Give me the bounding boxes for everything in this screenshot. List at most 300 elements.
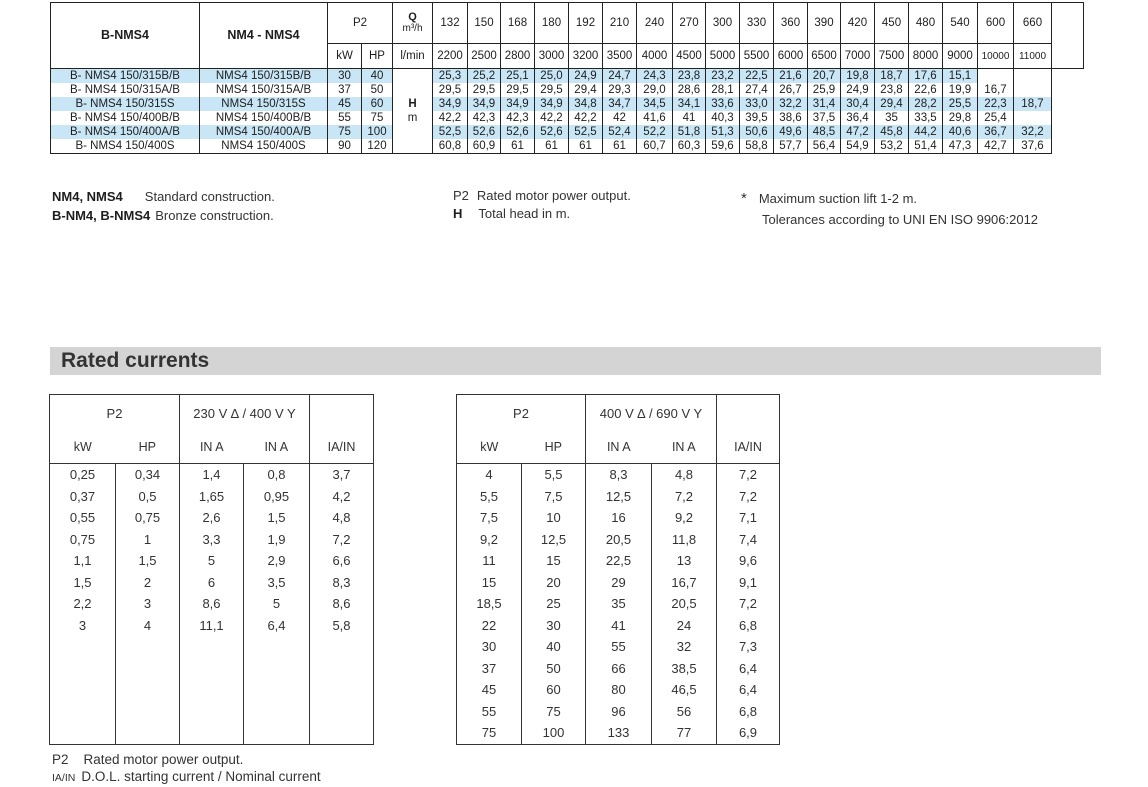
- current-row: [457, 615, 780, 637]
- head-value: 24,9: [841, 83, 875, 97]
- ratio-value: 3,7: [310, 464, 374, 486]
- flow-lmin-9: 5500: [740, 44, 774, 69]
- in-a-value-2: 56: [652, 701, 717, 723]
- model-cell: NMS4 150/315S: [200, 97, 328, 111]
- in-a-value-2: 2,9: [244, 550, 310, 572]
- head-value: 34,8: [569, 97, 603, 111]
- kw-value: 0,75: [50, 529, 116, 551]
- in-a-value-1: 2,6: [180, 507, 244, 529]
- rated-currents-title: Rated currents: [61, 349, 210, 372]
- hp-value: 0,5: [116, 486, 180, 508]
- ratio-value: 7,1: [717, 507, 780, 529]
- head-value: 25,3: [433, 69, 468, 84]
- in-a-value-1: 80: [586, 679, 652, 701]
- in-a-header-2: IN A: [244, 433, 310, 464]
- flow-m3h-12: 420: [841, 3, 875, 44]
- ratio-header: IA/IN: [717, 433, 780, 464]
- ratio-value: [310, 679, 374, 701]
- head-value: 22,5: [740, 69, 774, 84]
- flow-m3h-0: 132: [433, 3, 468, 44]
- head-value: 48,5: [808, 125, 841, 139]
- ratio-value: 8,3: [310, 572, 374, 594]
- head-value: 41,6: [637, 111, 673, 125]
- kw-value: 7,5: [457, 507, 522, 529]
- head-value: 52,5: [433, 125, 468, 139]
- head-value: 33,5: [909, 111, 943, 125]
- trailing-blank-column: [1052, 3, 1084, 69]
- current-row: [457, 507, 780, 529]
- head-value: 15,1: [943, 69, 978, 84]
- in-a-value-2: 3,5: [244, 572, 310, 594]
- flow-lmin-2: 2800: [501, 44, 535, 69]
- kw-cell: 45: [328, 97, 362, 111]
- current-row: [50, 636, 374, 658]
- in-a-value-2: 0,95: [244, 486, 310, 508]
- in-a-header-2: IN A: [652, 433, 717, 464]
- head-value: 40,6: [943, 125, 978, 139]
- kw-value: 37: [457, 658, 522, 680]
- in-a-header-1: IN A: [586, 433, 652, 464]
- current-row: [457, 572, 780, 594]
- kw-value: 55: [457, 701, 522, 723]
- head-value: 35: [875, 111, 909, 125]
- kw-value: [50, 679, 116, 701]
- head-value: 34,9: [433, 97, 468, 111]
- head-value: 31,4: [808, 97, 841, 111]
- ratio-value: 4,8: [310, 507, 374, 529]
- p2-key: P2: [453, 188, 469, 203]
- flow-lmin-17: 11000: [1014, 44, 1052, 69]
- kw-header: kW: [50, 433, 116, 464]
- hp-cell: 50: [362, 83, 393, 97]
- current-row: [50, 507, 374, 529]
- p2-header: P2: [328, 3, 393, 44]
- performance-row: [51, 83, 1084, 97]
- in-a-value-1: 1,4: [180, 464, 244, 486]
- ratio-value: 9,6: [717, 550, 780, 572]
- head-value: 19,8: [841, 69, 875, 84]
- kw-value: 22: [457, 615, 522, 637]
- lmin-header: l/min: [393, 44, 433, 69]
- flow-m3h-11: 390: [808, 3, 841, 44]
- performance-row: [51, 111, 1084, 125]
- current-row: [457, 593, 780, 615]
- flow-lmin-4: 3200: [569, 44, 603, 69]
- head-value: 52,6: [535, 125, 569, 139]
- hp-value: 100: [522, 722, 586, 744]
- p2-header: [457, 395, 586, 434]
- head-value: 30,4: [841, 97, 875, 111]
- head-value: 33,0: [740, 97, 774, 111]
- hp-value: 12,5: [522, 529, 586, 551]
- head-value: 29,4: [875, 97, 909, 111]
- ratio-value: 6,9: [717, 722, 780, 744]
- in-a-value-1: 133: [586, 722, 652, 744]
- head-value: 52,6: [501, 125, 535, 139]
- ratio-value: 6,8: [717, 615, 780, 637]
- in-a-value-2: 46,5: [652, 679, 717, 701]
- flow-m3h-7: 270: [673, 3, 706, 44]
- head-value: 34,9: [535, 97, 569, 111]
- ratio-value: [310, 636, 374, 658]
- flow-m3h-8: 300: [706, 3, 740, 44]
- model-cell: NMS4 150/400S: [200, 139, 328, 154]
- ratio-value: 6,4: [717, 658, 780, 680]
- kw-value: 5,5: [457, 486, 522, 508]
- current-row: [457, 550, 780, 572]
- hp-cell: 75: [362, 111, 393, 125]
- kw-cell: 37: [328, 83, 362, 97]
- head-value: 29,8: [943, 111, 978, 125]
- head-value: 40,3: [706, 111, 740, 125]
- hp-value: 25: [522, 593, 586, 615]
- hp-header: HP: [522, 433, 586, 464]
- in-a-value-2: 6,4: [244, 615, 310, 637]
- head-value: 23,2: [706, 69, 740, 84]
- head-value: 42,2: [569, 111, 603, 125]
- ratio-value: 7,2: [717, 464, 780, 486]
- head-value: 34,1: [673, 97, 706, 111]
- flow-lmin-10: 6000: [774, 44, 808, 69]
- head-value: 29,5: [535, 83, 569, 97]
- head-value: 25,2: [468, 69, 501, 84]
- in-a-value-2: 16,7: [652, 572, 717, 594]
- h-text: Total head in m.: [478, 206, 571, 221]
- in-a-value-2: 38,5: [652, 658, 717, 680]
- in-a-value-1: [180, 722, 244, 744]
- in-a-value-1: 8,6: [180, 593, 244, 615]
- kw-value: [50, 658, 116, 680]
- hp-cell: 120: [362, 139, 393, 154]
- head-value: 47,2: [841, 125, 875, 139]
- current-row: [457, 486, 780, 508]
- hp-value: 20: [522, 572, 586, 594]
- flow-m3h-2: 168: [501, 3, 535, 44]
- hp-value: 7,5: [522, 486, 586, 508]
- head-value: 32,2: [1014, 125, 1052, 139]
- flow-m3h-13: 450: [875, 3, 909, 44]
- head-value: 37,5: [808, 111, 841, 125]
- hp-value: [116, 722, 180, 744]
- suction-text: Maximum suction lift 1-2 m.: [758, 191, 918, 206]
- hp-value: 0,34: [116, 464, 180, 486]
- head-value: 51,3: [706, 125, 740, 139]
- current-row: [457, 722, 780, 744]
- ratio-value: 9,1: [717, 572, 780, 594]
- performance-row: [51, 125, 1084, 139]
- head-value: 51,8: [673, 125, 706, 139]
- flow-lmin-5: 3500: [603, 44, 637, 69]
- head-value: 45,8: [875, 125, 909, 139]
- hp-value: 15: [522, 550, 586, 572]
- head-value: 49,6: [774, 125, 808, 139]
- head-value: 25,0: [535, 69, 569, 84]
- head-value: 54,9: [841, 139, 875, 154]
- hp-value: 40: [522, 636, 586, 658]
- head-value: 60,7: [637, 139, 673, 154]
- ratio-value: 7,2: [717, 486, 780, 508]
- star-mark: *: [741, 190, 747, 207]
- flow-m3h-4: 192: [569, 3, 603, 44]
- in-a-value-1: [180, 658, 244, 680]
- in-a-value-2: [244, 722, 310, 744]
- head-value: 39,5: [740, 111, 774, 125]
- head-value: 61: [603, 139, 637, 154]
- ratio-value: 6,8: [717, 701, 780, 723]
- kw-cell: 75: [328, 125, 362, 139]
- head-value: 23,8: [673, 69, 706, 84]
- ratio-value: 7,2: [717, 593, 780, 615]
- current-row: [50, 529, 374, 551]
- suction-notes: [741, 188, 1038, 230]
- kw-value: 11: [457, 550, 522, 572]
- in-a-value-2: 7,2: [652, 486, 717, 508]
- head-value: 60,8: [433, 139, 468, 154]
- current-row: [457, 636, 780, 658]
- hp-cell: 60: [362, 97, 393, 111]
- series-header: B-NMS4: [51, 3, 200, 69]
- in-a-value-1: [180, 636, 244, 658]
- in-a-value-1: 12,5: [586, 486, 652, 508]
- hp-header: HP: [362, 44, 393, 69]
- bronze-key: B-NM4, B-NMS4: [52, 208, 151, 223]
- in-a-value-1: 3,3: [180, 529, 244, 551]
- q-label: Q: [408, 11, 417, 23]
- in-a-value-1: 8,3: [586, 464, 652, 486]
- current-row: [457, 658, 780, 680]
- hp-value: 5,5: [522, 464, 586, 486]
- kw-value: 30: [457, 636, 522, 658]
- construction-notes: [52, 187, 275, 226]
- hp-value: 2: [116, 572, 180, 594]
- symbol-notes: [453, 187, 631, 223]
- head-value: 53,2: [875, 139, 909, 154]
- ratio-value: 7,3: [717, 636, 780, 658]
- head-value: 38,6: [774, 111, 808, 125]
- footer-p2-key: P2: [52, 752, 69, 767]
- in-a-value-1: [180, 701, 244, 723]
- series-cell: B- NMS4 150/315B/B: [51, 69, 200, 84]
- q-unit-m3h: m³/h: [402, 23, 423, 34]
- flow-m3h-1: 150: [468, 3, 501, 44]
- head-value: 57,7: [774, 139, 808, 154]
- in-a-value-1: 1,65: [180, 486, 244, 508]
- kw-value: 45: [457, 679, 522, 701]
- kw-cell: 30: [328, 69, 362, 84]
- current-row: [457, 464, 780, 486]
- head-value: 22,3: [978, 97, 1014, 111]
- head-value: 33,6: [706, 97, 740, 111]
- hp-value: [116, 679, 180, 701]
- head-value: 52,5: [569, 125, 603, 139]
- footer-p2-text: Rated motor power output.: [83, 752, 244, 767]
- flow-lmin-13: 7500: [875, 44, 909, 69]
- head-value: 59,6: [706, 139, 740, 154]
- head-value: 47,3: [943, 139, 978, 154]
- q-header: [393, 3, 433, 44]
- ratio-value: [310, 722, 374, 744]
- in-a-value-2: 20,5: [652, 593, 717, 615]
- kw-value: 0,37: [50, 486, 116, 508]
- head-value: [1014, 69, 1052, 84]
- kw-value: 15: [457, 572, 522, 594]
- ratio-value: 6,6: [310, 550, 374, 572]
- head-value: 60,3: [673, 139, 706, 154]
- hp-value: 10: [522, 507, 586, 529]
- head-unit-cell: [393, 125, 433, 139]
- hp-value: 1: [116, 529, 180, 551]
- in-a-value-1: 20,5: [586, 529, 652, 551]
- flow-lmin-15: 9000: [943, 44, 978, 69]
- model-cell: NMS4 150/315B/B: [200, 69, 328, 84]
- in-a-value-2: 77: [652, 722, 717, 744]
- head-value: 29,4: [569, 83, 603, 97]
- head-value: 25,9: [808, 83, 841, 97]
- performance-row: [51, 69, 1084, 84]
- ratio-value: 8,6: [310, 593, 374, 615]
- head-value: 41: [673, 111, 706, 125]
- series-cell: B- NMS4 150/400S: [51, 139, 200, 154]
- head-value: 29,5: [433, 83, 468, 97]
- current-table-230v: [49, 394, 374, 745]
- flow-lmin-7: 4500: [673, 44, 706, 69]
- ratio-value: 7,2: [310, 529, 374, 551]
- head-value: 34,9: [468, 97, 501, 111]
- head-value: 22,6: [909, 83, 943, 97]
- head-value: 24,9: [569, 69, 603, 84]
- flow-m3h-14: 480: [909, 3, 943, 44]
- head-value: [1014, 83, 1052, 97]
- head-value: 34,5: [637, 97, 673, 111]
- p2-header: [50, 395, 180, 434]
- p2-label: P2: [513, 406, 529, 422]
- bronze-text: Bronze construction.: [155, 208, 274, 223]
- flow-m3h-9: 330: [740, 3, 774, 44]
- flow-lmin-16: 10000: [978, 44, 1014, 69]
- p2-label: P2: [106, 406, 123, 422]
- head-value: 61: [535, 139, 569, 154]
- flow-lmin-8: 5000: [706, 44, 740, 69]
- head-value: 27,4: [740, 83, 774, 97]
- ratio-header-top: [717, 395, 780, 434]
- model-cell: NMS4 150/400A/B: [200, 125, 328, 139]
- head-value: 26,7: [774, 83, 808, 97]
- hp-header: HP: [116, 433, 180, 464]
- in-a-value-1: 35: [586, 593, 652, 615]
- in-a-value-1: 29: [586, 572, 652, 594]
- head-value: 16,7: [978, 83, 1014, 97]
- flow-m3h-5: 210: [603, 3, 637, 44]
- head-value: 42,3: [501, 111, 535, 125]
- head-value: 28,2: [909, 97, 943, 111]
- current-row: [50, 615, 374, 637]
- flow-lmin-3: 3000: [535, 44, 569, 69]
- kw-value: 4: [457, 464, 522, 486]
- flow-lmin-0: 2200: [433, 44, 468, 69]
- current-row: [50, 658, 374, 680]
- footer-ratio-text: D.O.L. starting current / Nominal current: [81, 769, 321, 784]
- in-a-header-1: IN A: [180, 433, 244, 464]
- in-a-value-1: 66: [586, 658, 652, 680]
- flow-m3h-15: 540: [943, 3, 978, 44]
- head-value: 61: [569, 139, 603, 154]
- kw-value: 2,2: [50, 593, 116, 615]
- head-value: 42,2: [535, 111, 569, 125]
- head-value: 37,6: [1014, 139, 1052, 154]
- head-unit-cell: [393, 139, 433, 154]
- footer-notes: [52, 751, 321, 787]
- hp-value: [116, 701, 180, 723]
- flow-lmin-14: 8000: [909, 44, 943, 69]
- series-cell: B- NMS4 150/315S: [51, 97, 200, 111]
- in-a-value-1: 22,5: [586, 550, 652, 572]
- head-value: 29,5: [501, 83, 535, 97]
- hp-value: 3: [116, 593, 180, 615]
- model-cell: NMS4 150/315A/B: [200, 83, 328, 97]
- in-a-value-1: 55: [586, 636, 652, 658]
- head-value: 21,6: [774, 69, 808, 84]
- model-cell: NMS4 150/400B/B: [200, 111, 328, 125]
- series-cell: B- NMS4 150/400A/B: [51, 125, 200, 139]
- kw-value: 0,25: [50, 464, 116, 486]
- ratio-value: [310, 701, 374, 723]
- in-a-value-2: 1,5: [244, 507, 310, 529]
- head-value: 52,2: [637, 125, 673, 139]
- ratio-value: [310, 658, 374, 680]
- in-a-value-2: [244, 636, 310, 658]
- head-value: 42,2: [433, 111, 468, 125]
- kw-value: [50, 636, 116, 658]
- in-a-value-1: 11,1: [180, 615, 244, 637]
- series-cell: B- NMS4 150/400B/B: [51, 111, 200, 125]
- head-value: 42,3: [468, 111, 501, 125]
- head-value: 19,9: [943, 83, 978, 97]
- kw-value: 1,5: [50, 572, 116, 594]
- in-a-value-2: 5: [244, 593, 310, 615]
- kw-cell: 90: [328, 139, 362, 154]
- hp-value: 75: [522, 701, 586, 723]
- head-value: 29,0: [637, 83, 673, 97]
- flow-m3h-3: 180: [535, 3, 569, 44]
- in-a-value-2: [244, 701, 310, 723]
- in-a-value-2: [244, 658, 310, 680]
- hp-value: [116, 636, 180, 658]
- head-value: 25,5: [943, 97, 978, 111]
- head-value: 23,8: [875, 83, 909, 97]
- current-row: [457, 679, 780, 701]
- flow-lmin-12: 7000: [841, 44, 875, 69]
- flow-lmin-11: 6500: [808, 44, 841, 69]
- kw-value: 3: [50, 615, 116, 637]
- in-a-value-1: [180, 679, 244, 701]
- performance-row: [51, 97, 1084, 111]
- head-value: 18,7: [875, 69, 909, 84]
- h-symbol: H: [393, 97, 433, 111]
- footer-ratio-key: IA/IN: [52, 772, 76, 784]
- standard-text: Standard construction.: [144, 189, 275, 204]
- flow-m3h-17: 660: [1014, 3, 1052, 44]
- head-value: 61: [501, 139, 535, 154]
- kw-value: [50, 701, 116, 723]
- m-unit: m: [393, 111, 433, 125]
- kw-value: 75: [457, 722, 522, 744]
- kw-cell: 55: [328, 111, 362, 125]
- head-value: 52,6: [468, 125, 501, 139]
- in-a-value-2: 1,9: [244, 529, 310, 551]
- kw-header: kW: [457, 433, 522, 464]
- in-a-value-1: 16: [586, 507, 652, 529]
- flow-lmin-6: 4000: [637, 44, 673, 69]
